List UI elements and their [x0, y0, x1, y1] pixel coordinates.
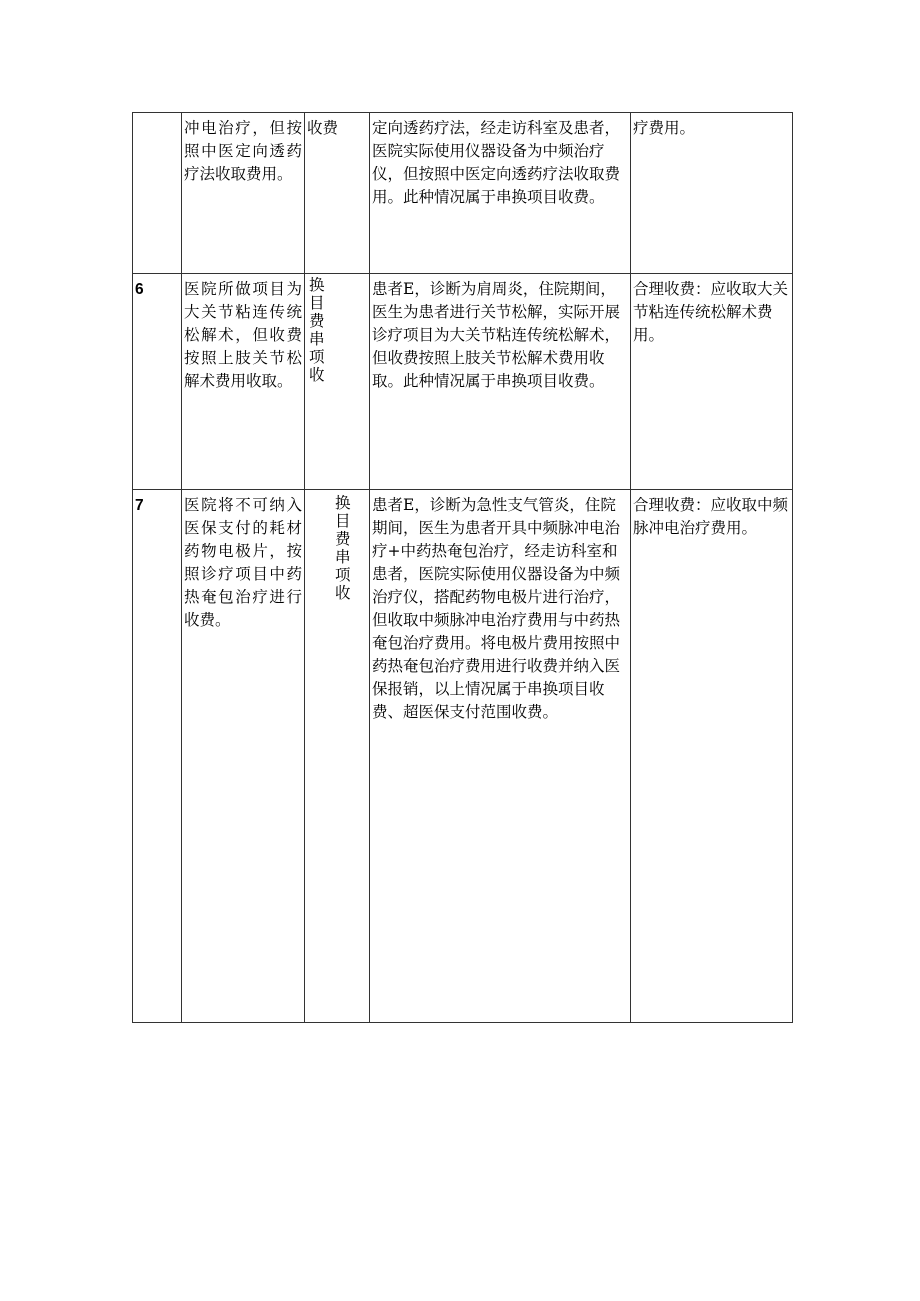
violation-table	[132, 112, 793, 1023]
row-number: 7	[133, 490, 182, 1023]
violation-type-cell	[305, 274, 370, 490]
correct-charge: 合理收费：应收取大关节粘连传统松解术费用。	[631, 274, 793, 490]
table-row	[133, 113, 793, 274]
violation-type: 换目费串项收	[335, 494, 351, 602]
correct-charge: 合理收费：应收取中频脉冲电治疗费用。	[631, 490, 793, 1023]
case-detail: 患者E，诊断为肩周炎，住院期间，医生为患者进行关节松解，实际开展诊疗项目为大关节粘连传统松解术，但收费按照上肢关节松解术费用收取。此种情况属于串换项目收费。	[370, 274, 631, 490]
problem-description: 医院所做项目为大关节粘连传统松解术，但收费按照上肢关节松解术费用收取。	[182, 274, 305, 490]
violation-type: 收费	[305, 113, 370, 274]
table-row	[133, 490, 793, 1023]
case-detail: 定向透药疗法，经走访科室及患者，医院实际使用仪器设备为中频治疗仪，但按照中医定向透药疗法收取费用。此种情况属于串换项目收费。	[370, 113, 631, 274]
row-number: 6	[133, 274, 182, 490]
violation-type-cell	[305, 490, 370, 1023]
violation-type: 换目费串项收	[309, 276, 325, 384]
case-detail: 患者E，诊断为急性支气管炎，住院期间，医生为患者开具中频脉冲电治疗+中药热奄包治疗，经走访科室和患者，医院实际使用仪器设备为中频治疗仪，搭配药物电极片进行治疗，但收取中频脉冲电治疗费用与中药热奄包治疗费用。将电极片费用按照中药热奄包治疗费用进行收费并纳入医保报销，以上情况属于串换项目收费、超医保支付范围收费。	[370, 490, 631, 1023]
problem-description: 冲电治疗，但按照中医定向透药疗法收取费用。	[182, 113, 305, 274]
table-row	[133, 274, 793, 490]
row-number	[133, 113, 182, 274]
problem-description: 医院将不可纳入医保支付的耗材药物电极片，按照诊疗项目中药热奄包治疗进行收费。	[182, 490, 305, 1023]
correct-charge: 疗费用。	[631, 113, 793, 274]
